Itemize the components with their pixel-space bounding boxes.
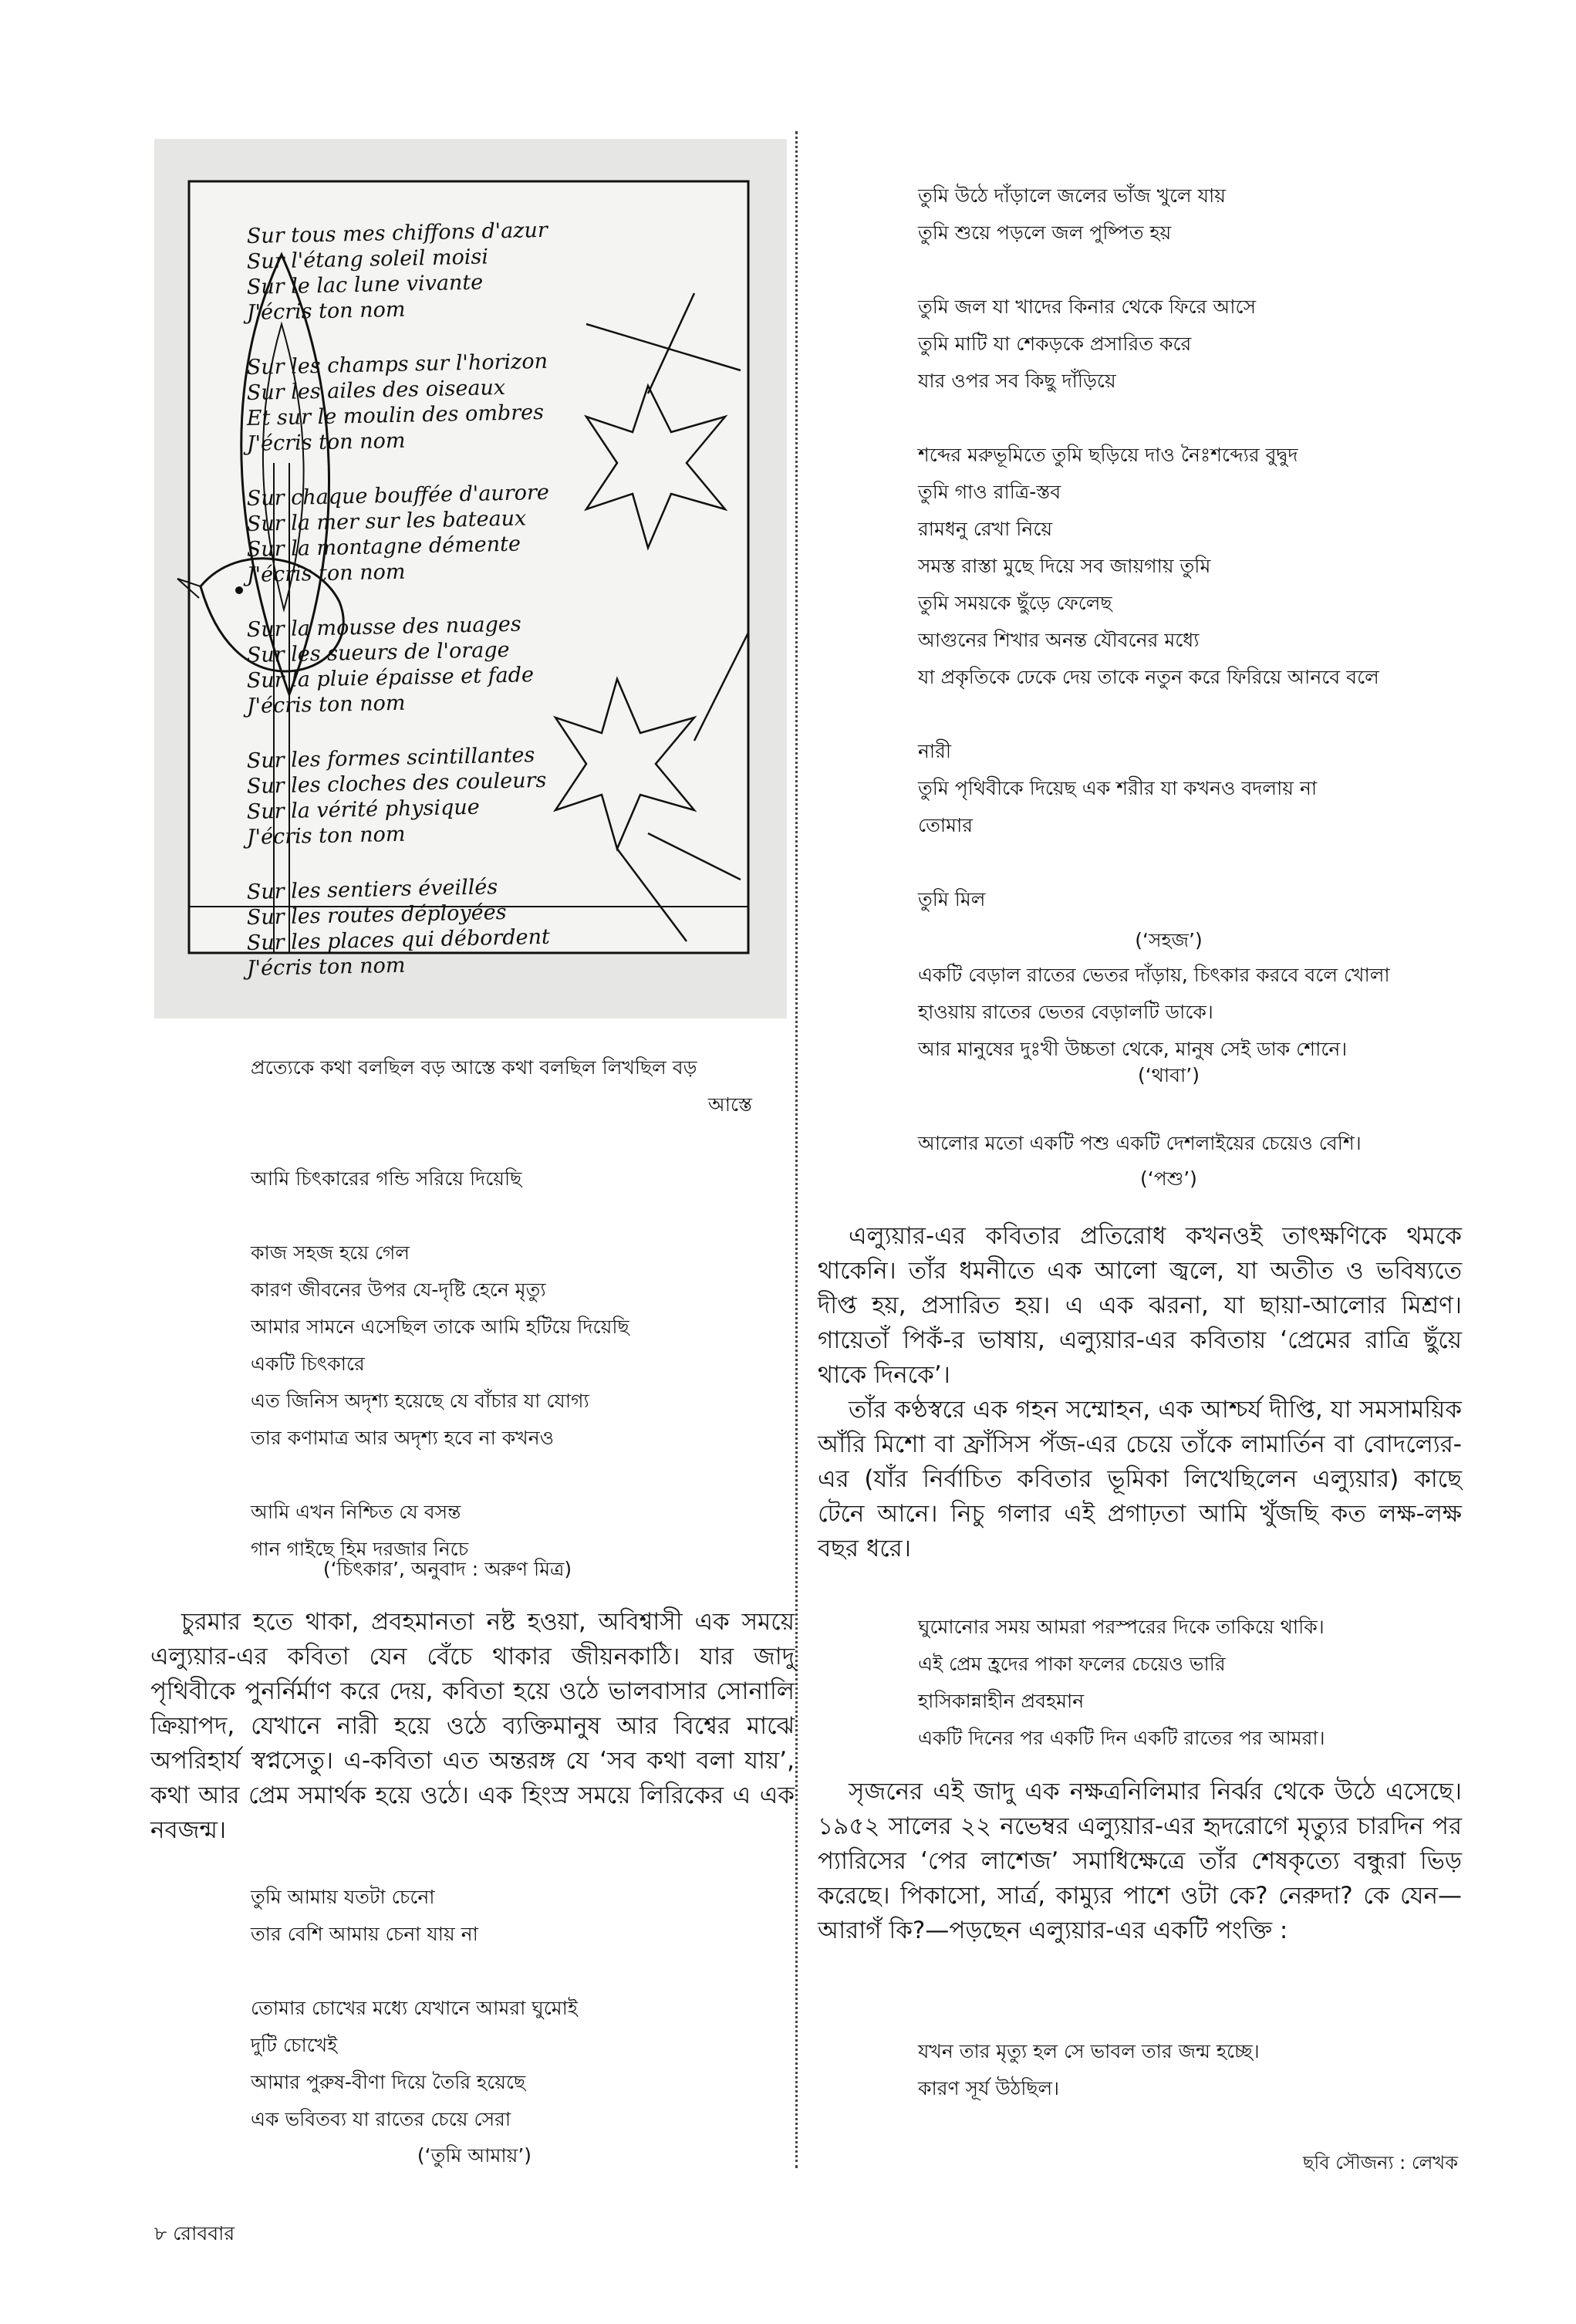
- poem-line: তার কণামাত্র আর অদৃশ্য হবে না কখনও: [251, 1427, 555, 1449]
- poem-line: আর মানুষের দুঃখী উচ্চতা থেকে, মানুষ সেই ডাক শোনে।: [918, 1038, 1348, 1060]
- poem-line: [251, 1123, 783, 1160]
- manuscript-line: Sur les formes scintillantes: [246, 743, 535, 773]
- manuscript-line: Sur les champs sur l'horizon: [246, 349, 548, 380]
- manuscript-line: J'écris ton nom: [246, 297, 406, 325]
- left-prose-text: চুরমার হতে থাকা, প্রবহমানতা নষ্ট হওয়া, অবিশ্বাসী এক সময়ে এল্যুয়ার-এর কবিতা যেন বেঁচে থাকার জীয়নকাঠি। যার জাদু পৃথিবীকে পুনর্নির্মাণ করে দেয়, কবিতা হয়ে ওঠে ভালবাসার সোনালি ক্রিয়াপদ, যেখানে নারী হয়ে ওঠে ব্যক্তিমানুষ আর বিশ্বের মাঝে অপরিহার্য স্বপ্নসেতু। এ-কবিতা এত অন্তরঙ্গ যে ‘সব কথা বলা যায়’, কথা আর প্রেম সমার্থক হয়ে ওঠে। এক হিংস্র সময়ে লিরিকের এ এক নবজন্ম।: [150, 1608, 795, 1844]
- manuscript-line: Sur les ailes des oiseaux: [246, 375, 506, 405]
- poem-line: এত জিনিস অদৃশ্য হয়েছে যে বাঁচার যা যোগ্য: [251, 1390, 589, 1412]
- right-prose-text-1a: এল্যুয়ার-এর কবিতার প্রতিরোধ কখনওই তাৎক্ষণিকে থমকে থাকেনি। তাঁর ধমনীতে এক আলো জ্বলে, যা অতীত ও ভবিষ্যতে দীপ্ত হয়, প্রসারিত হয়। এ এক ঝরনা, যা ছায়া-আলোর মিশ্রণ। গায়েতাঁ পিকঁ-র ভাষায়, এল্যুয়ার-এর কবিতায় ‘প্রেমের রাত্রি ছুঁয়ে থাকে দিনকে’।: [818, 1222, 1462, 1389]
- poem-line: তোমার: [918, 814, 974, 836]
- right-prose-paragraph-2: [818, 1775, 1462, 1948]
- poem-line: হাসিকান্নাহীন প্রবহমান: [918, 1690, 1085, 1712]
- poem-line: একটি বেড়াল রাতের ভেতর দাঁড়ায়, চিৎকার করবে বলে খোলা: [918, 964, 1390, 986]
- poem-line: হাওয়ায় রাতের ভেতর বেড়ালটি ডাকে।: [918, 1001, 1213, 1023]
- poem-line: তুমি সময়কে ছুঁড়ে ফেলেছ: [918, 592, 1112, 614]
- left-poem-1: [251, 1049, 783, 1568]
- manuscript-line: Sur tous mes chiffons d'azur: [246, 218, 548, 248]
- manuscript-line: Sur la pluie épaisse et fade: [246, 663, 535, 693]
- right-prose-text-2: সৃজনের এই জাদু এক নক্ষত্রনিলিমার নির্ঝর থেকে উঠে এসেছে। ১৯৫২ সালের ২২ নভেম্বর এল্যুয়ার-এর হৃদরোগে মৃত্যুর চারদিন পর প্যারিসের ‘পের লাশেজ’ সমাধিক্ষেত্রে তাঁর শেষকৃত্যে বন্ধুরা ভিড় করেছে। পিকাসো, সার্ত্র, কাম্যুর পাশে ওটা কে? নেরুদা? কে যেন—আরাগঁ কি?—পড়ছেন এল্যুয়ার-এর একটি পংক্তি :: [818, 1778, 1462, 1944]
- photo-credit: ছবি সৌজন্য : লেখক: [1302, 2152, 1458, 2174]
- poem-line: একটি দিনের পর একটি দিন একটি রাতের পর আমরা।: [918, 1727, 1325, 1749]
- left-poem-2-citation: (‘তুমি আমায়’): [417, 2144, 532, 2167]
- poem-line: এই প্রেম হ্রদের পাকা ফলের চেয়েও ভারি: [918, 1653, 1226, 1675]
- manuscript-line: Sur la vérité physique: [246, 795, 481, 824]
- manuscript-line: J'écris ton nom: [246, 428, 406, 456]
- poem-line: ঘুমোনোর সময় আমরা পরস্পরের দিকে তাকিয়ে থাকি।: [918, 1616, 1325, 1638]
- poem-line: [918, 844, 1551, 881]
- poem-line: এক ভবিতব্য যা রাতের চেয়ে সেরা: [251, 2108, 511, 2130]
- poem-line: কাজ সহজ হয়ে গেল: [251, 1241, 410, 1264]
- poem-line: তুমি উঠে দাঁড়ালে জলের ভাঁজ খুলে যায়: [918, 184, 1227, 207]
- poem-line: তুমি শুয়ে পড়লে জল পুষ্পিত হয়: [918, 221, 1172, 244]
- right-poem-2: [918, 957, 1551, 1068]
- manuscript-line: Sur l'étang soleil moisi: [246, 245, 489, 274]
- poem-line: তার বেশি আমায় চেনা যায় না: [251, 1923, 478, 1945]
- poem-line: নারী: [918, 740, 952, 762]
- poem-line: সমস্ত রাস্তা মুছে দিয়ে সব জায়গায় তুমি: [918, 555, 1211, 577]
- manuscript-line: Sur la mousse des nuages: [246, 612, 521, 642]
- manuscript-line: Sur les cloches des couleurs: [246, 768, 547, 799]
- manuscript-line: Sur les routes déployées: [246, 900, 507, 930]
- poem-line: যার ওপর সব কিছু দাঁড়িয়ে: [918, 370, 1116, 392]
- poem-line: [918, 400, 1551, 437]
- poem-line: [251, 1197, 783, 1235]
- poem-line: যখন তার মৃত্যু হল সে ভাবল তার জন্ম হচ্ছে।: [918, 2040, 1260, 2062]
- manuscript-line: Sur la mer sur les bateaux: [246, 506, 527, 536]
- manuscript-line: J'écris ton nom: [246, 822, 406, 850]
- manuscript-line: Et sur le moulin des ombres: [246, 400, 545, 431]
- poem-line: তুমি আমায় যতটা চেনো: [251, 1886, 435, 1908]
- poem-line: শব্দের মরুভূমিতে তুমি ছড়িয়ে দাও নৈঃশব্দ্যের বুদ্বুদ: [918, 444, 1298, 466]
- poem-line: তুমি জল যা খাদের কিনার থেকে ফিরে আসে: [918, 296, 1257, 318]
- poem-line: আমার সামনে এসেছিল তাকে আমি হটিয়ে দিয়েছি: [251, 1316, 629, 1338]
- poem-line: কারণ জীবনের উপর যে-দৃষ্টি হেনে মৃত্যু: [251, 1279, 546, 1301]
- poem-line: আমি এখন নিশ্চিত যে বসন্ত: [251, 1501, 461, 1523]
- left-poem-1-citation: (‘চিৎকার’, অনুবাদ : অরুণ মিত্র): [322, 1558, 572, 1580]
- poem-line: তুমি মিল: [918, 888, 986, 910]
- page-footer: ৮ রোববার: [154, 2222, 235, 2245]
- poem-line: [918, 252, 1551, 289]
- right-poem-2-citation: (‘থাবা’): [1137, 1064, 1200, 1086]
- manuscript-line: Sur les sentiers éveillés: [246, 875, 498, 904]
- poem-line: আমার পুরুষ-বীণা দিয়ে তৈরি হয়েছে: [251, 2071, 526, 2093]
- manuscript-line: Sur la montagne démente: [246, 532, 521, 562]
- poem-line: আমি চিৎকারের গন্ডি সরিয়ে দিয়েছি: [251, 1167, 522, 1190]
- manuscript-line: J'écris ton nom: [246, 691, 406, 718]
- manuscript-line: Sur les sueurs de l'orage: [246, 637, 510, 667]
- right-poem-1-citation: (‘সহজ’): [1135, 929, 1203, 951]
- poem-line: আলোর মতো একটি পশু একটি দেশলাইয়ের চেয়েও বেশি।: [918, 1132, 1362, 1154]
- manuscript-line: Sur chaque bouffée d'aurore: [246, 480, 550, 511]
- left-poem-2: [251, 1879, 783, 2138]
- poem-line: কারণ সূর্য উঠছিল।: [918, 2077, 1060, 2099]
- poem-line: আগুনের শিখার অনন্ত যৌবনের মধ্যে: [918, 629, 1200, 651]
- right-poem-3-citation: (‘পশু’): [1140, 1167, 1197, 1190]
- poem-line: তুমি মাটি যা শেকড়কে প্রসারিত করে: [918, 333, 1192, 355]
- column-divider: [795, 131, 798, 2168]
- poem-line: তোমার চোখের মধ্যে যেখানে আমরা ঘুমোই: [251, 1997, 578, 2019]
- right-prose-text-1b: তাঁর কণ্ঠস্বরে এক গহন সম্মোহন, এক আশ্চর্য দীপ্তি, যা সমসাময়িক আঁরি মিশো বা ফ্রাঁসিস পঁজ-এর চেয়ে তাঁকে লামার্তিন বা বোদল্যের-এর (যাঁর নির্বাচিত কবিতার ভূমিকা লিখেছিলেন এল্যুয়ার) কাছে টেনে আনে। নিচু গলার এই প্রগাঢ়তা আমি খুঁজছি কত লক্ষ-লক্ষ বছর ধরে।: [818, 1396, 1463, 1562]
- manuscript-line: J'écris ton nom: [246, 953, 406, 981]
- manuscript-illustration: [154, 139, 787, 1018]
- poem-line: গান গাইছে হিম দরজার নিচে: [251, 1538, 469, 1560]
- poem-line: দুটি চোখেই: [251, 2034, 338, 2056]
- poem-line: একটি চিৎকারে: [251, 1353, 365, 1375]
- right-poem-4: [918, 1609, 1551, 1757]
- poem-line: আস্তে: [707, 1093, 752, 1116]
- poem-line: [251, 1457, 783, 1494]
- right-prose-paragraph-1: [818, 1219, 1462, 1566]
- manuscript-drawing: [154, 139, 787, 1018]
- manuscript-line: Sur le lac lune vivante: [246, 270, 484, 299]
- right-poem-3: [918, 1125, 1551, 1162]
- poem-line: রামধনু রেখা নিয়ে: [918, 518, 1053, 540]
- left-prose-paragraph: [150, 1605, 795, 1848]
- manuscript-line: J'écris ton nom: [246, 559, 406, 587]
- right-poem-5: [918, 2033, 1551, 2107]
- poem-line: প্রত্যেকে কথা বলছিল বড় আস্তে কথা বলছিল লিখছিল বড়: [251, 1056, 697, 1079]
- poem-line: [918, 696, 1551, 733]
- poem-line: তুমি গাও রাত্রি-স্তব: [918, 481, 1061, 503]
- poem-line: তুমি পৃথিবীকে দিয়েছ এক শরীর যা কখনও বদলায় না: [918, 777, 1318, 799]
- poem-line: যা প্রকৃতিকে ঢেকে দেয় তাকে নতুন করে ফিরিয়ে আনবে বলে: [918, 666, 1379, 688]
- poem-line: [251, 1953, 783, 1990]
- right-poem-1: [918, 177, 1551, 918]
- manuscript-line: Sur les places qui débordent: [246, 924, 551, 955]
